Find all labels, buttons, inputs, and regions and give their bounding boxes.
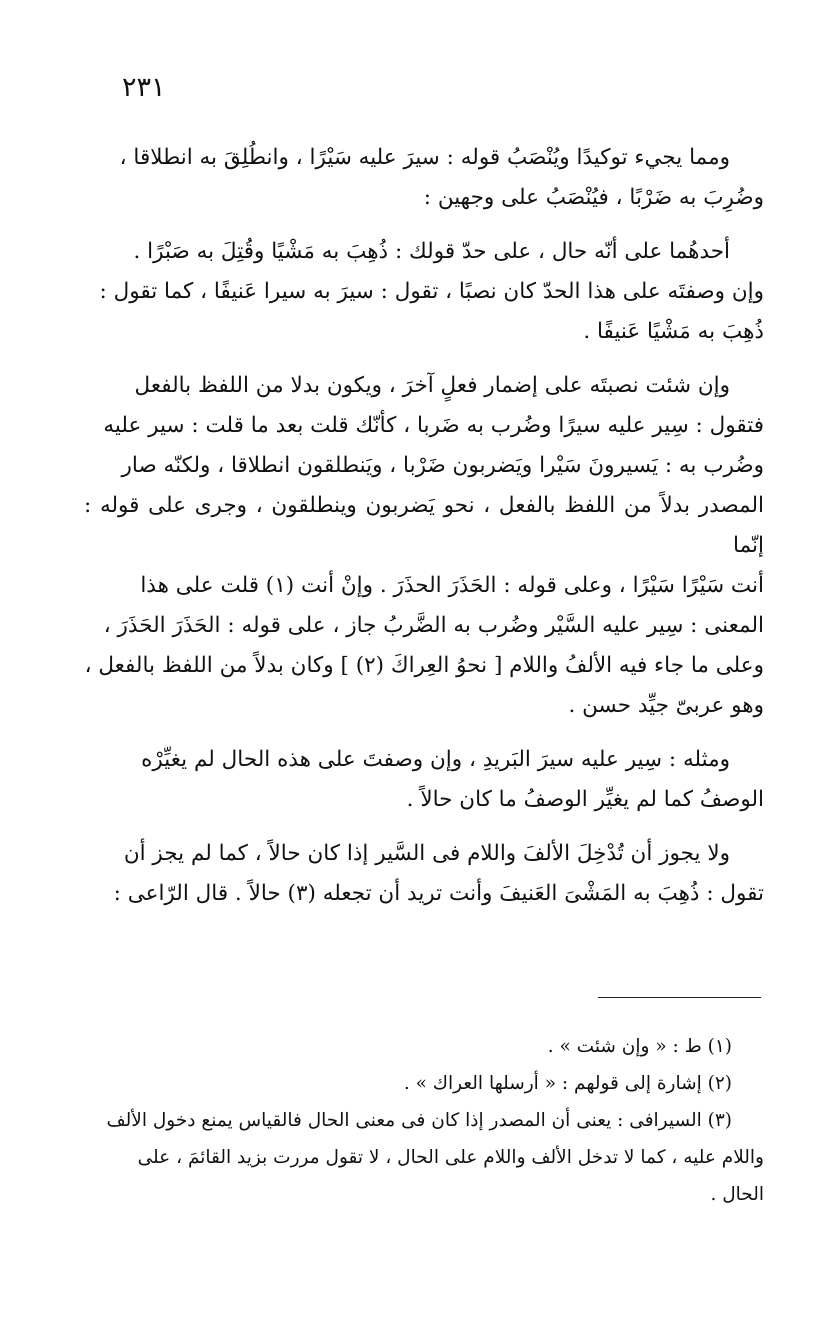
footnote-3	[84, 1102, 764, 1213]
footnote-line: (٣) السيرافى : يعنى أن المصدر إذا كان فى معنى الحال فالقياس يمنع دخول الألف	[106, 1110, 732, 1131]
footnote-line: (١) ط : « وإن شئت » .	[547, 1036, 732, 1057]
footnote-1	[84, 1028, 764, 1065]
footnote-divider	[598, 997, 761, 998]
paragraph-2	[84, 232, 764, 352]
footnotes	[84, 1028, 764, 1213]
text-line: وهو عربىّ جيِّد حسن .	[568, 693, 764, 718]
text-line: الوصفُ كما لم يغيِّر الوصفُ ما كان حالاً .	[406, 787, 764, 812]
text-line: أنت سَيْرًا سَيْرًا ، وعلى قوله : الحَذَرَ الحذَرَ . وإنْ أنت (١) قلت على هذا	[140, 573, 764, 598]
text-line: وإن شئت نصبتَه على إضمار فعلٍ آخرَ ، ويكون بدلا من اللفظ بالفعل	[134, 373, 730, 398]
text-line: المعنى : سِير عليه السَّيْر وضُرب به الضَّربُ جاز ، على قوله : الحَذَرَ الحَذَرَ ،	[103, 613, 764, 638]
paragraph-5	[84, 834, 764, 914]
text-line: وضُرب به : يَسيرونَ سَيْرا ويَضربون ضَرْبا ، ويَنطلقون انطلاقا ، ولكنّه صار	[121, 453, 764, 478]
footnote-line: الحال .	[710, 1184, 764, 1205]
paragraph-4	[84, 740, 764, 820]
footnote-line: واللام عليه ، كما لا تدخل الألف واللام على الحال ، لا تقول مررت بزيد القائمَ ، على	[137, 1147, 764, 1168]
text-line: أحدهُما على أنّه حال ، على حدّ قولك : ذُهِبَ به مَشْيًا وقُتِلَ به صَبْرًا .	[133, 239, 730, 264]
body-text	[84, 138, 764, 928]
page-number: ٢٣١	[122, 72, 166, 103]
text-line: وعلى ما جاء فيه الألفُ واللام [ نحوُ العِراكَ (٢) ] وكان بدلاً من اللفظ بالفعل ،	[84, 653, 764, 678]
text-line: ومما يجيء توكيدًا ويُنْصَبُ قوله : سيرَ عليه سَيْرًا ، وانطُلِقَ به انطلاقا ،	[119, 145, 730, 170]
footnote-line: (٢) إشارة إلى قولهم : « أرسلها العراك » .	[403, 1073, 732, 1094]
footnote-2	[84, 1065, 764, 1102]
paragraph-1	[84, 138, 764, 218]
text-line: وضُرِبَ به ضَرْبًا ، فيُنْصَبُ على وجهين :	[423, 185, 764, 210]
text-line: ذُهِبَ به مَشْيًا عَنيفًا .	[583, 319, 764, 344]
text-line: ولا يجوز أن تُدْخِلَ الألفَ واللام فى السَّير إذا كان حالاً ، كما لم يجز أن	[123, 841, 730, 866]
text-line: وإن وصفتَه على هذا الحدّ كان نصبًا ، تقول : سيرَ به سيرا عَنيفًا ، كما تقول :	[99, 279, 764, 304]
text-line: ومثله : سِير عليه سيرَ البَريدِ ، وإن وصفتَ على هذه الحال لم يغيِّرْه	[141, 747, 730, 772]
text-line: فتقول : سِير عليه سيرًا وضُرب به ضَربا ، كأنّك قلت بعد ما قلت : سير عليه	[103, 413, 764, 438]
text-line: المصدر بدلاً من اللفظ بالفعل ، نحو يَضربون وينطلقون ، وجرى على قوله : إنّما	[84, 493, 764, 558]
text-line: تقول : ذُهِبَ به المَشْىَ العَنيفَ وأنت تريد أن تجعله (٣) حالاً . قال الرّاعى :	[113, 881, 764, 906]
paragraph-3	[84, 366, 764, 726]
